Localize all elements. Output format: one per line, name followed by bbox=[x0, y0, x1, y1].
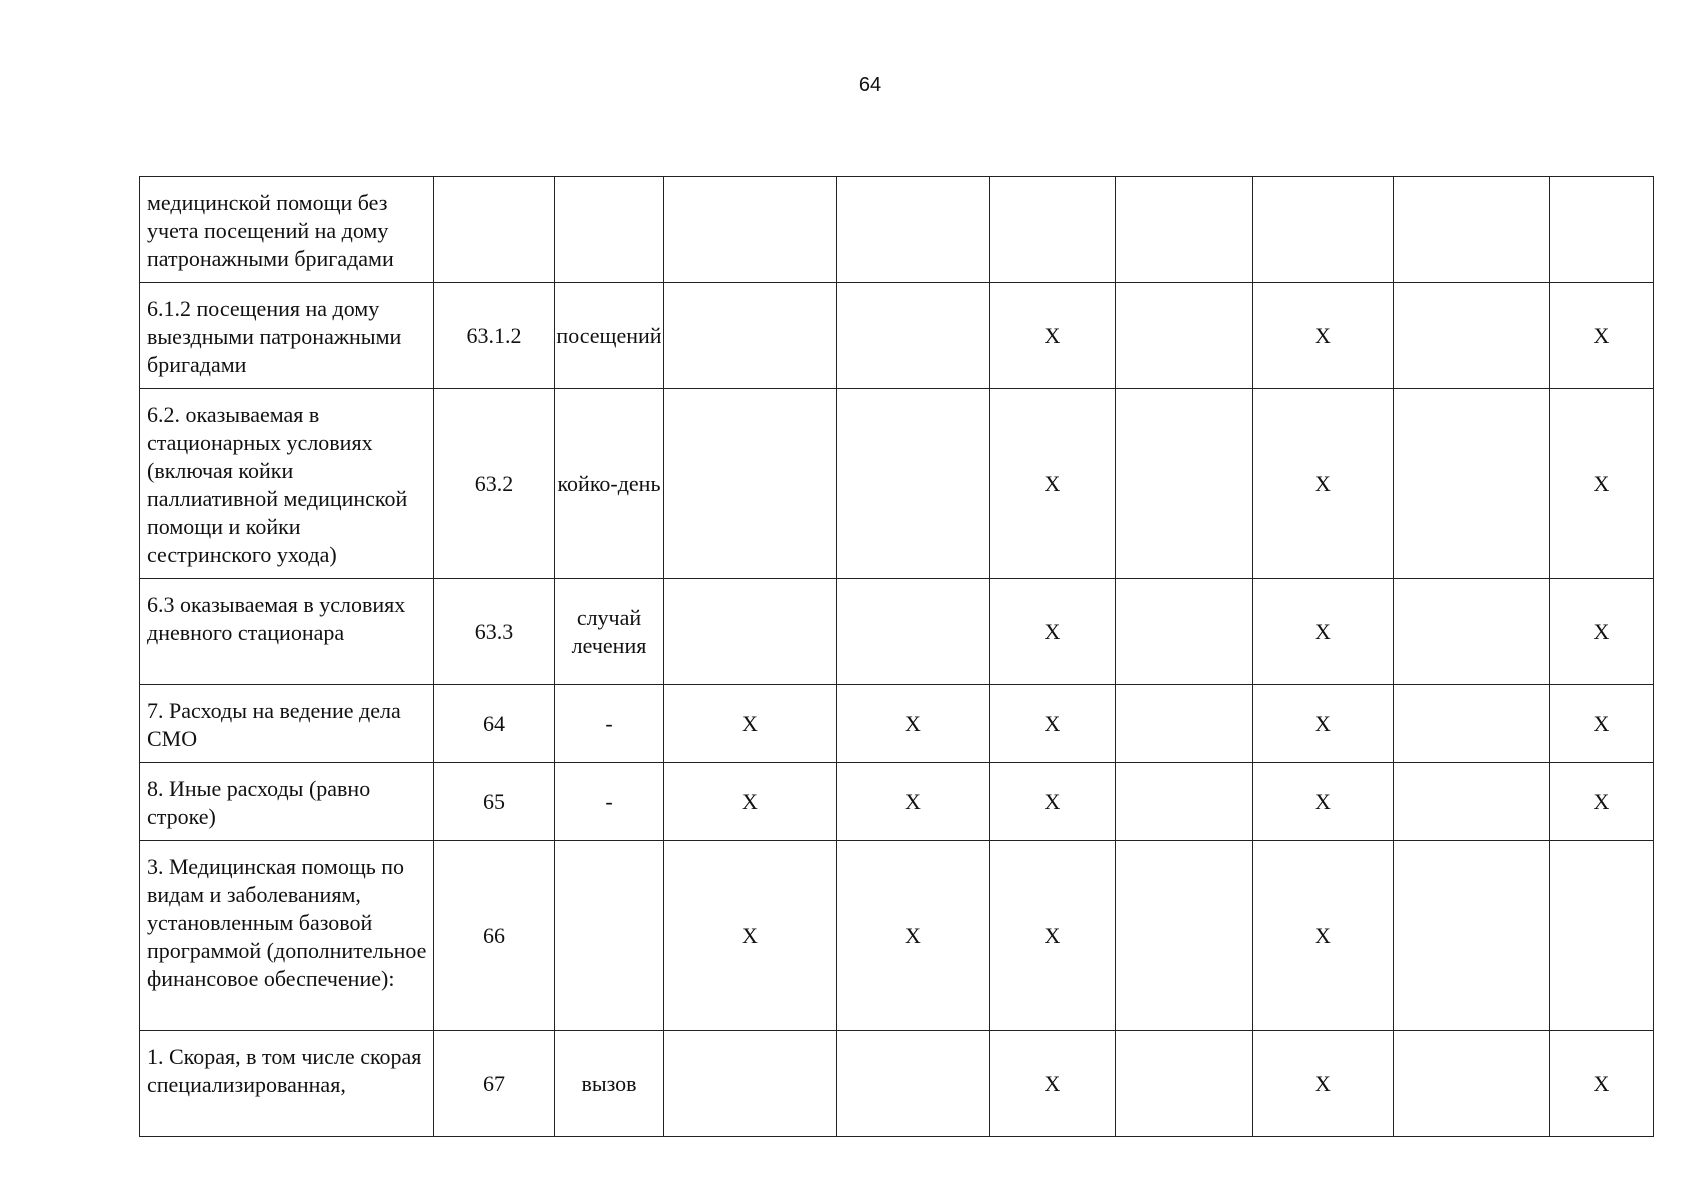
row-col4-cell bbox=[664, 579, 837, 685]
row-col9-cell bbox=[1394, 763, 1550, 841]
table-row bbox=[140, 283, 1654, 389]
row-col4-cell bbox=[664, 1031, 837, 1137]
row-unit-cell bbox=[555, 177, 664, 283]
row-col8-cell: Х bbox=[1253, 763, 1394, 841]
row-col6-cell: Х bbox=[990, 389, 1116, 579]
row-unit-cell: вызов bbox=[555, 1031, 664, 1137]
table-row bbox=[140, 841, 1654, 1031]
row-col6-cell: Х bbox=[990, 841, 1116, 1031]
data-table bbox=[139, 176, 1654, 1137]
table-row bbox=[140, 389, 1654, 579]
row-col4-cell: Х bbox=[664, 685, 837, 763]
row-col8-cell: Х bbox=[1253, 685, 1394, 763]
row-col9-cell bbox=[1394, 389, 1550, 579]
row-col6-cell bbox=[990, 177, 1116, 283]
row-col7-cell bbox=[1116, 389, 1253, 579]
row-unit-cell: - bbox=[555, 685, 664, 763]
row-code-cell: 65 bbox=[434, 763, 555, 841]
row-col9-cell bbox=[1394, 685, 1550, 763]
row-col9-cell bbox=[1394, 579, 1550, 685]
row-col10-cell: Х bbox=[1550, 283, 1654, 389]
row-col7-cell bbox=[1116, 177, 1253, 283]
row-col5-cell bbox=[837, 1031, 990, 1137]
row-col10-cell: Х bbox=[1550, 579, 1654, 685]
row-col6-cell: Х bbox=[990, 1031, 1116, 1137]
row-col5-cell: Х bbox=[837, 763, 990, 841]
row-col8-cell: Х bbox=[1253, 841, 1394, 1031]
row-col7-cell bbox=[1116, 283, 1253, 389]
row-col5-cell: Х bbox=[837, 841, 990, 1031]
row-col4-cell bbox=[664, 389, 837, 579]
row-name-cell: 6.1.2 посещения на дому выездными патронажными бригадами bbox=[140, 283, 434, 389]
row-col8-cell: Х bbox=[1253, 283, 1394, 389]
row-code-cell bbox=[434, 177, 555, 283]
row-col7-cell bbox=[1116, 579, 1253, 685]
row-unit-cell: - bbox=[555, 763, 664, 841]
row-name-cell: 1. Скорая, в том числе скорая специализированная, bbox=[140, 1031, 434, 1137]
row-code-cell: 66 bbox=[434, 841, 555, 1031]
row-col9-cell bbox=[1394, 283, 1550, 389]
row-code-cell: 63.1.2 bbox=[434, 283, 555, 389]
row-col5-cell bbox=[837, 177, 990, 283]
row-col10-cell: Х bbox=[1550, 1031, 1654, 1137]
row-code-cell: 67 bbox=[434, 1031, 555, 1137]
row-col5-cell bbox=[837, 579, 990, 685]
row-col10-cell bbox=[1550, 177, 1654, 283]
row-unit-cell: посещений bbox=[555, 283, 664, 389]
row-name-cell: медицинской помощи без учета посещений на дому патронажными бригадами bbox=[140, 177, 434, 283]
row-name-cell: 8. Иные расходы (равно строке) bbox=[140, 763, 434, 841]
table-row bbox=[140, 685, 1654, 763]
table-row bbox=[140, 579, 1654, 685]
row-col6-cell: Х bbox=[990, 763, 1116, 841]
row-code-cell: 63.2 bbox=[434, 389, 555, 579]
row-col4-cell: Х bbox=[664, 763, 837, 841]
row-col8-cell bbox=[1253, 177, 1394, 283]
row-col5-cell: Х bbox=[837, 685, 990, 763]
row-name-cell: 6.3 оказываемая в условиях дневного стационара bbox=[140, 579, 434, 685]
row-code-cell: 63.3 bbox=[434, 579, 555, 685]
row-col7-cell bbox=[1116, 763, 1253, 841]
row-col8-cell: Х bbox=[1253, 579, 1394, 685]
row-name-cell: 3. Медицинская помощь по видам и заболеваниям, установленным базовой программой (дополнительное финансовое обеспечение): bbox=[140, 841, 434, 1031]
row-col10-cell: Х bbox=[1550, 763, 1654, 841]
row-col8-cell: Х bbox=[1253, 1031, 1394, 1137]
row-col9-cell bbox=[1394, 841, 1550, 1031]
row-name-cell: 7. Расходы на ведение дела СМО bbox=[140, 685, 434, 763]
row-col4-cell bbox=[664, 177, 837, 283]
row-unit-cell: случай лечения bbox=[555, 579, 664, 685]
row-col7-cell bbox=[1116, 841, 1253, 1031]
row-code-cell: 64 bbox=[434, 685, 555, 763]
row-col9-cell bbox=[1394, 177, 1550, 283]
table-row bbox=[140, 763, 1654, 841]
row-col6-cell: Х bbox=[990, 283, 1116, 389]
row-unit-cell: койко-день bbox=[555, 389, 664, 579]
row-unit-cell bbox=[555, 841, 664, 1031]
row-col4-cell: Х bbox=[664, 841, 837, 1031]
row-col6-cell: Х bbox=[990, 579, 1116, 685]
row-col10-cell: Х bbox=[1550, 389, 1654, 579]
row-col7-cell bbox=[1116, 1031, 1253, 1137]
row-col8-cell: Х bbox=[1253, 389, 1394, 579]
row-col5-cell bbox=[837, 283, 990, 389]
row-col10-cell: Х bbox=[1550, 685, 1654, 763]
row-col7-cell bbox=[1116, 685, 1253, 763]
row-col10-cell bbox=[1550, 841, 1654, 1031]
row-col6-cell: Х bbox=[990, 685, 1116, 763]
row-col5-cell bbox=[837, 389, 990, 579]
row-col4-cell bbox=[664, 283, 837, 389]
table-row bbox=[140, 177, 1654, 283]
table-row bbox=[140, 1031, 1654, 1137]
row-col9-cell bbox=[1394, 1031, 1550, 1137]
row-name-cell: 6.2. оказываемая в стационарных условиях (включая койки паллиативной медицинской помощи и койки сестринского ухода) bbox=[140, 389, 434, 579]
page-number: 64 bbox=[858, 74, 882, 96]
